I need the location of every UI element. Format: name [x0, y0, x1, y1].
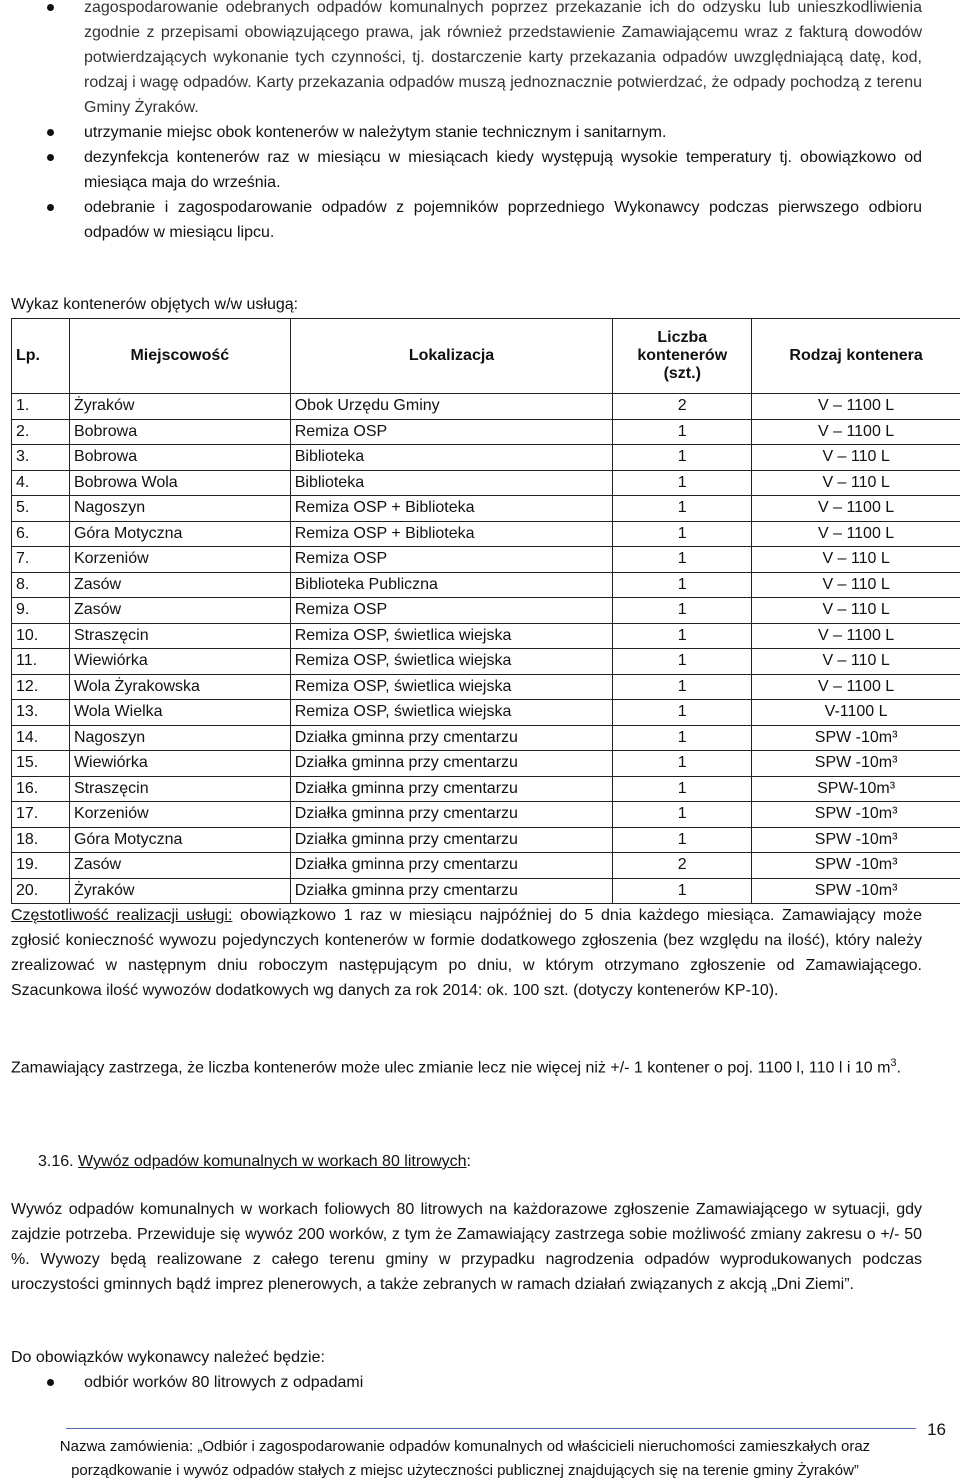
cell-lp: 5.: [12, 496, 70, 522]
cell-liczba: 1: [613, 623, 752, 649]
cell-rodzaj: V – 110 L: [752, 445, 960, 471]
cell-miejscowosc: Wiewiórka: [69, 649, 290, 675]
cell-miejscowosc: Nagoszyn: [69, 725, 290, 751]
bullet-item: zagospodarowanie odebranych odpadów komunalnych poprzez przekazanie ich do odzysku lub unieszkodliwienia zgodnie z przepisami obowiązującego prawa, jak również przedstawienie Zamawiającemu wraz z fakturą dowodów potwierdzających wykonanie tych czynności, tj. dostarczenie karty przekazania odpadów uwzględniającą datę, kod, rodzaj i wagę odpadów. Karty przekazania odpadów muszą jednoznacznie potwierdzać, że odpady pochodzą z terenu Gminy Żyraków.: [0, 0, 960, 120]
table-row: [12, 419, 960, 445]
cell-lokalizacja: Działka gminna przy cmentarzu: [290, 725, 613, 751]
cell-lp: 14.: [12, 725, 70, 751]
cell-rodzaj: V – 110 L: [752, 649, 960, 675]
cell-lokalizacja: Działka gminna przy cmentarzu: [290, 751, 613, 777]
cell-lokalizacja: Remiza OSP: [290, 547, 613, 573]
cell-lokalizacja: Działka gminna przy cmentarzu: [290, 827, 613, 853]
page-number: 16: [927, 1420, 946, 1440]
table-row: [12, 623, 960, 649]
header-miejscowosc: Miejscowość: [69, 319, 290, 394]
cell-liczba: 1: [613, 598, 752, 624]
header-lp: Lp.: [12, 319, 70, 394]
frequency-paragraph: [11, 903, 922, 1003]
cell-lokalizacja: Działka gminna przy cmentarzu: [290, 853, 613, 879]
cell-miejscowosc: Nagoszyn: [69, 496, 290, 522]
cell-liczba: 1: [613, 827, 752, 853]
cell-liczba: 1: [613, 572, 752, 598]
cell-lp: 3.: [12, 445, 70, 471]
table-title: Wykaz kontenerów objętych w/w usługą:: [11, 292, 922, 317]
header-liczba: Liczba kontenerów (szt.): [613, 319, 752, 394]
cell-lokalizacja: Biblioteka: [290, 470, 613, 496]
table-row: [12, 496, 960, 522]
cell-liczba: 1: [613, 674, 752, 700]
cell-miejscowosc: Góra Motyczna: [69, 827, 290, 853]
cell-lp: 2.: [12, 419, 70, 445]
cell-miejscowosc: Wola Żyrakowska: [69, 674, 290, 700]
cell-miejscowosc: Zasów: [69, 572, 290, 598]
table-row: [12, 802, 960, 828]
table-header-row: [12, 319, 960, 394]
cell-rodzaj: V – 110 L: [752, 547, 960, 573]
cell-lokalizacja: Biblioteka Publiczna: [290, 572, 613, 598]
cell-lp: 4.: [12, 470, 70, 496]
cell-lp: 20.: [12, 878, 70, 904]
cell-liczba: 1: [613, 878, 752, 904]
cell-miejscowosc: Straszęcin: [69, 623, 290, 649]
cell-miejscowosc: Wiewiórka: [69, 751, 290, 777]
table-row: [12, 521, 960, 547]
reservation-paragraph: [11, 1051, 922, 1080]
cell-rodzaj: SPW-10m³: [752, 776, 960, 802]
cell-liczba: 2: [613, 394, 752, 420]
cell-liczba: 1: [613, 700, 752, 726]
cell-miejscowosc: Bobrowa: [69, 445, 290, 471]
cell-liczba: 1: [613, 751, 752, 777]
cell-liczba: 1: [613, 725, 752, 751]
cell-rodzaj: SPW -10m³: [752, 751, 960, 777]
footer-line-1: Nazwa zamówienia: „Odbiór i zagospodarowanie odpadów komunalnych od właścicieli nieruchomości zamieszkałych oraz: [0, 1435, 930, 1459]
section-paragraph: Wywóz odpadów komunalnych w workach foliowych 80 litrowych na każdorazowe zgłoszenie Zamawiającego w sytuacji, gdy zajdzie potrzeba. Przewiduje się wywóz 200 worków, z tym że Zamawiający zastrzega sobie możliwość zmiany zakresu o +/- 50 %. Wywozy będą realizowane z całego terenu gminy w przypadku nagrodzenia odpadów wyprodukowanych podczas uroczystości gminnych bądź imprez plenerowych, a także zebranych w ramach działań związanych z akcją „Dni Ziemi”.: [11, 1197, 922, 1297]
cell-liczba: 1: [613, 445, 752, 471]
table-row: [12, 470, 960, 496]
cell-rodzaj: SPW -10m³: [752, 827, 960, 853]
cell-lp: 16.: [12, 776, 70, 802]
table-body: [12, 394, 960, 904]
cell-miejscowosc: Korzeniów: [69, 547, 290, 573]
cell-lp: 13.: [12, 700, 70, 726]
cell-miejscowosc: Korzeniów: [69, 802, 290, 828]
cell-liczba: 1: [613, 521, 752, 547]
cell-lokalizacja: Remiza OSP, świetlica wiejska: [290, 700, 613, 726]
cell-rodzaj: V – 110 L: [752, 572, 960, 598]
cell-lp: 17.: [12, 802, 70, 828]
header-lokalizacja: Lokalizacja: [290, 319, 613, 394]
cell-lokalizacja: Remiza OSP: [290, 419, 613, 445]
cell-lp: 8.: [12, 572, 70, 598]
cell-lokalizacja: Obok Urzędu Gminy: [290, 394, 613, 420]
intro-bullet-list: [0, 0, 960, 245]
cell-miejscowosc: Żyraków: [69, 394, 290, 420]
cell-lp: 12.: [12, 674, 70, 700]
cell-rodzaj: SPW -10m³: [752, 802, 960, 828]
cell-rodzaj: V – 1100 L: [752, 674, 960, 700]
cell-rodzaj: SPW -10m³: [752, 853, 960, 879]
cell-lp: 19.: [12, 853, 70, 879]
cell-miejscowosc: Bobrowa Wola: [69, 470, 290, 496]
cell-lp: 1.: [12, 394, 70, 420]
cell-rodzaj: SPW -10m³: [752, 878, 960, 904]
frequency-text: obowiązkowo 1 raz w miesiącu najpóźniej do 5 dnia każdego miesiąca. Zamawiający może zgłosić konieczność wywozu pojedynczych kontenerów w formie dodatkowego zgłoszenia (bez względu na ilość), który należy zrealizować w następnym dniu roboczym następującym po dniu, w którym otrzymano zgłoszenie od Zamawiającego. Szacunkowa ilość wywozów dodatkowych wg danych za rok 2014: ok. 100 szt. (dotyczy kontenerów KP-10).: [11, 907, 922, 999]
section-number: 3.16.: [38, 1153, 74, 1170]
table-row: [12, 674, 960, 700]
table-row: [12, 394, 960, 420]
cell-lokalizacja: Remiza OSP, świetlica wiejska: [290, 674, 613, 700]
cell-rodzaj: V-1100 L: [752, 700, 960, 726]
cell-lokalizacja: Działka gminna przy cmentarzu: [290, 776, 613, 802]
cell-liczba: 1: [613, 470, 752, 496]
cell-lokalizacja: Remiza OSP: [290, 598, 613, 624]
cell-miejscowosc: Żyraków: [69, 878, 290, 904]
cell-miejscowosc: Wola Wielka: [69, 700, 290, 726]
cell-liczba: 1: [613, 419, 752, 445]
cell-liczba: 1: [613, 802, 752, 828]
reservation-sup: 3: [890, 1057, 896, 1069]
cell-liczba: 1: [613, 649, 752, 675]
cell-miejscowosc: Straszęcin: [69, 776, 290, 802]
cell-miejscowosc: Zasów: [69, 598, 290, 624]
cell-lokalizacja: Działka gminna przy cmentarzu: [290, 878, 613, 904]
cell-lp: 18.: [12, 827, 70, 853]
cell-miejscowosc: Zasów: [69, 853, 290, 879]
bullet-item: utrzymanie miejsc obok kontenerów w należytym stanie technicznym i sanitarnym.: [0, 120, 960, 145]
cell-rodzaj: V – 110 L: [752, 470, 960, 496]
table-row: [12, 751, 960, 777]
cell-liczba: 1: [613, 496, 752, 522]
reservation-text: Zamawiający zastrzega, że liczba kontenerów może ulec zmianie lecz nie więcej niż +/- 1 kontener o poj. 1100 l, 110 l i 10 m: [11, 1059, 890, 1076]
cell-lokalizacja: Działka gminna przy cmentarzu: [290, 802, 613, 828]
cell-lp: 6.: [12, 521, 70, 547]
cell-rodzaj: V – 1100 L: [752, 394, 960, 420]
table-row: [12, 853, 960, 879]
section-colon: :: [467, 1153, 471, 1170]
cell-rodzaj: V – 1100 L: [752, 496, 960, 522]
cell-lokalizacja: Biblioteka: [290, 445, 613, 471]
table-row: [12, 776, 960, 802]
duty-item: odbiór worków 80 litrowych z odpadami: [0, 1370, 960, 1395]
cell-lp: 15.: [12, 751, 70, 777]
cell-liczba: 1: [613, 547, 752, 573]
table-row: [12, 725, 960, 751]
duties-list: [0, 1370, 960, 1395]
cell-rodzaj: SPW -10m³: [752, 725, 960, 751]
bullet-item: dezynfekcja kontenerów raz w miesiącu w miesiącach kiedy występują wysokie temperatury tj. obowiązkowo od miesiąca maja do września.: [0, 145, 960, 195]
cell-lokalizacja: Remiza OSP, świetlica wiejska: [290, 623, 613, 649]
cell-liczba: 1: [613, 776, 752, 802]
cell-lp: 7.: [12, 547, 70, 573]
cell-lp: 9.: [12, 598, 70, 624]
reservation-end: .: [897, 1059, 901, 1076]
table-row: [12, 700, 960, 726]
cell-rodzaj: V – 1100 L: [752, 521, 960, 547]
table-row: [12, 445, 960, 471]
table-row: [12, 878, 960, 904]
header-rodzaj: Rodzaj kontenera: [752, 319, 960, 394]
containers-table: [11, 318, 960, 904]
table-row: [12, 598, 960, 624]
duties-intro: Do obowiązków wykonawcy należeć będzie:: [11, 1345, 922, 1370]
bullet-item: odebranie i zagospodarowanie odpadów z pojemników poprzedniego Wykonawcy podczas pierwszego odbioru odpadów w miesiącu lipcu.: [0, 195, 960, 245]
cell-lokalizacja: Remiza OSP, świetlica wiejska: [290, 649, 613, 675]
cell-rodzaj: V – 1100 L: [752, 623, 960, 649]
footer-divider: [66, 1428, 916, 1429]
cell-miejscowosc: Góra Motyczna: [69, 521, 290, 547]
section-heading: [38, 1149, 471, 1174]
cell-lp: 10.: [12, 623, 70, 649]
footer-line-2: porządkowanie i wywóz odpadów stałych z miejsc użyteczności publicznej znajdujących się na terenie gminy Żyraków”: [0, 1459, 930, 1483]
cell-lokalizacja: Remiza OSP + Biblioteka: [290, 496, 613, 522]
cell-rodzaj: V – 1100 L: [752, 419, 960, 445]
table-row: [12, 649, 960, 675]
cell-liczba: 2: [613, 853, 752, 879]
cell-miejscowosc: Bobrowa: [69, 419, 290, 445]
section-title: Wywóz odpadów komunalnych w workach 80 litrowych: [78, 1153, 466, 1170]
table-row: [12, 827, 960, 853]
cell-rodzaj: V – 110 L: [752, 598, 960, 624]
cell-lokalizacja: Remiza OSP + Biblioteka: [290, 521, 613, 547]
cell-lp: 11.: [12, 649, 70, 675]
table-row: [12, 572, 960, 598]
frequency-label: Częstotliwość realizacji usługi:: [11, 907, 232, 924]
table-row: [12, 547, 960, 573]
